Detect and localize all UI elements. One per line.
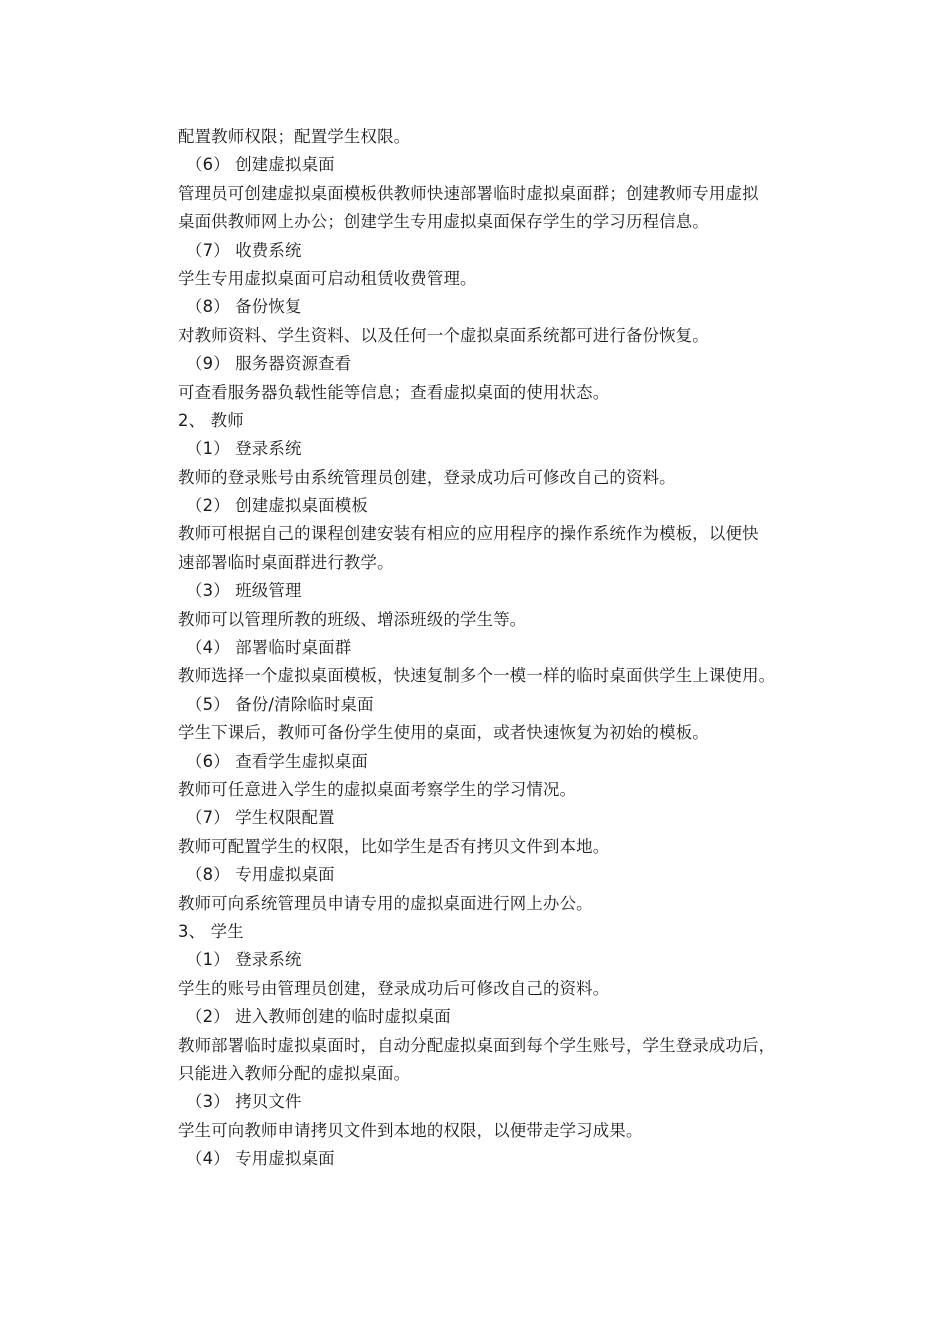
- subsection-heading: （7） 收费系统: [186, 240, 302, 260]
- paragraph-line: 教师可向系统管理员申请专用的虚拟桌面进行网上办公。: [178, 893, 593, 913]
- subsection-heading: （3） 拷贝文件: [186, 1092, 302, 1112]
- paragraph-line: 对教师资料、学生资料、以及任何一个虚拟桌面系统都可进行备份恢复。: [178, 325, 709, 345]
- subsection-heading: （1） 登录系统: [186, 439, 302, 459]
- paragraph-line: 配置教师权限；配置学生权限。: [178, 127, 411, 146]
- paragraph-line: 教师选择一个虚拟桌面模板，快速复制多个一模一样的临时桌面供学生上课使用。: [178, 666, 776, 686]
- paragraph-line: 桌面供教师网上办公；创建学生专用虚拟桌面保存学生的学习历程信息。: [178, 212, 709, 232]
- subsection-heading: （6） 查看学生虚拟桌面: [186, 751, 368, 771]
- paragraph-line: 教师的登录账号由系统管理员创建，登录成功后可修改自己的资料。: [178, 467, 676, 487]
- paragraph-line: 教师可配置学生的权限，比如学生是否有拷贝文件到本地。: [178, 836, 610, 856]
- subsection-heading: （2） 进入教师创建的临时虚拟桌面: [186, 1007, 451, 1027]
- paragraph-line: 管理员可创建虚拟桌面模板供教师快速部署临时虚拟桌面群；创建教师专用虚拟: [178, 183, 759, 203]
- subsection-heading: （4） 部署临时桌面群: [186, 638, 352, 658]
- paragraph-line: 学生下课后，教师可备份学生使用的桌面，或者快速恢复为初始的模板。: [178, 723, 709, 743]
- subsection-heading: （7） 学生权限配置: [186, 808, 335, 828]
- paragraph-line: 教师可任意进入学生的虚拟桌面考察学生的学习情况。: [178, 779, 577, 799]
- paragraph-line: 教师可以管理所教的班级、增添班级的学生等。: [178, 609, 527, 629]
- subsection-heading: （2） 创建虚拟桌面模板: [186, 496, 368, 516]
- document-body: [178, 123, 818, 1173]
- section-heading: 3、 学生: [178, 921, 244, 941]
- subsection-heading: （8） 专用虚拟桌面: [186, 865, 335, 885]
- paragraph-line: 学生专用虚拟桌面可启动租赁收费管理。: [178, 268, 477, 288]
- paragraph-line: 速部署临时桌面群进行教学。: [178, 552, 394, 572]
- subsection-heading: （8） 备份恢复: [186, 297, 302, 317]
- paragraph-line: 教师部署临时虚拟桌面时，自动分配虚拟桌面到每个学生账号，学生登录成功后，: [178, 1035, 776, 1055]
- paragraph-line: 可查看服务器负载性能等信息；查看虚拟桌面的使用状态。: [178, 382, 610, 402]
- subsection-heading: （9） 服务器资源查看: [186, 354, 352, 374]
- paragraph-line: 教师可根据自己的课程创建安装有相应的应用程序的操作系统作为模板，以便快: [178, 524, 759, 544]
- paragraph-line: 学生可向教师申请拷贝文件到本地的权限，以便带走学习成果。: [178, 1120, 643, 1140]
- paragraph-line: 学生的账号由管理员创建，登录成功后可修改自己的资料。: [178, 978, 610, 998]
- subsection-heading: （1） 登录系统: [186, 950, 302, 970]
- subsection-heading: （3） 班级管理: [186, 581, 302, 601]
- subsection-heading: （4） 专用虚拟桌面: [186, 1149, 335, 1169]
- paragraph-line: 只能进入教师分配的虚拟桌面。: [178, 1063, 411, 1083]
- subsection-heading: （5） 备份/清除临时桌面: [186, 694, 374, 714]
- subsection-heading: （6） 创建虚拟桌面: [186, 155, 335, 175]
- section-heading: 2、 教师: [178, 410, 244, 430]
